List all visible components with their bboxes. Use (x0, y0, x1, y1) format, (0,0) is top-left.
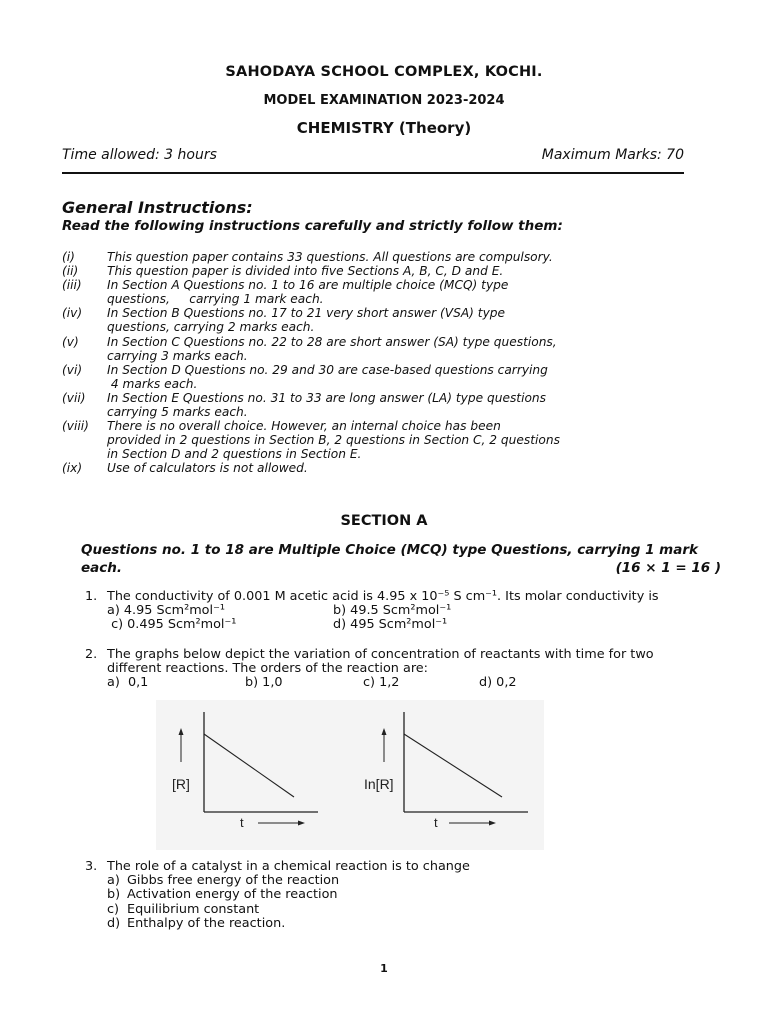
instruction-text: In Section A Questions no. 1 to 16 are multiple choice (MCQ) type (107, 278, 509, 293)
option-b (107, 888, 725, 902)
option-text: Equilibrium constant (127, 901, 260, 917)
section-a-title: SECTION A (340, 513, 428, 529)
instruction-item (62, 264, 622, 278)
question-text: The role of a catalyst in a chemical reaction is to change (107, 859, 470, 874)
header-divider (62, 172, 684, 174)
graph1-x-label: t (240, 815, 244, 830)
question-text: The conductivity of 0.001 M acetic acid is 4.95 x 10⁻⁵ S cm⁻¹. Its molar conductivity is (107, 589, 659, 604)
instruction-item (62, 419, 622, 461)
option-b: b) 1,0 (245, 675, 283, 691)
instruction-number: (ii) (62, 264, 79, 279)
instruction-text: in Section D and 2 questions in Section E. (107, 447, 362, 462)
subject-title: CHEMISTRY (Theory) (296, 119, 472, 137)
figure-background (156, 700, 544, 850)
instruction-item (62, 250, 622, 264)
question-number: 2. (85, 647, 98, 662)
option-c: c) 0.495 Scm²mol⁻¹ (107, 617, 237, 633)
instruction-item (62, 461, 622, 475)
option-text: Activation energy of the reaction (127, 887, 338, 903)
instruction-text: provided in 2 questions in Section B, 2 questions in Section C, 2 questions (107, 433, 560, 448)
instruction-number: (viii) (62, 419, 89, 434)
option-d: d) 495 Scm²mol⁻¹ (333, 617, 448, 633)
mcq-marks-total: (16 × 1 = 16 ) (615, 560, 721, 576)
question-options (107, 874, 725, 931)
instruction-text: This question paper contains 33 questions. All questions are compulsory. (107, 250, 553, 264)
instruction-text: 4 marks each. (107, 376, 198, 391)
option-a (107, 874, 725, 888)
instruction-number: (iii) (62, 278, 82, 293)
option-a: a) 4.95 Scm²mol⁻¹ (107, 603, 225, 619)
option-c: c) 1,2 (363, 675, 400, 691)
question-options (107, 676, 725, 690)
instructions-list (62, 250, 622, 476)
instruction-item (62, 391, 622, 419)
exam-title: MODEL EXAMINATION 2023-2024 (263, 93, 505, 108)
instruction-text: carrying 3 marks each. (107, 348, 248, 363)
graph2-y-label: In[R] (364, 776, 394, 792)
option-letter: d) (107, 915, 121, 931)
option-d: d) 0,2 (479, 675, 517, 691)
instruction-text: In Section B Questions no. 17 to 21 very short answer (VSA) type (107, 306, 506, 321)
instruction-text: carrying 5 marks each. (107, 405, 248, 420)
instruction-item (62, 363, 622, 391)
option-letter: b) (107, 887, 121, 903)
question-text: The graphs below depict the variation of concentration of reactants with time for two (107, 647, 654, 662)
page-number: 1 (380, 962, 388, 975)
instruction-text: This question paper is divided into five Sections A, B, C, D and E. (107, 264, 504, 279)
option-letter: c) (107, 901, 120, 917)
reaction-graphs-figure (156, 700, 544, 850)
instruction-item (62, 306, 622, 334)
question-options (107, 604, 725, 632)
instruction-text: questions, carrying 1 mark each. (107, 292, 324, 307)
school-name: SAHODAYA SCHOOL COMPLEX, KOCHI. (225, 64, 543, 80)
mcq-note-line: Questions no. 1 to 18 are Multiple Choice (MCQ) type Questions, carrying 1 mark (81, 542, 698, 558)
question-1 (85, 590, 725, 633)
option-c (107, 903, 725, 917)
mcq-note-each: each. (81, 560, 123, 576)
mcq-note (81, 541, 721, 577)
instruction-item (62, 335, 622, 363)
option-letter: a) (107, 873, 120, 889)
maximum-marks: Maximum Marks: 70 (541, 147, 684, 163)
question-2 (85, 648, 725, 691)
instruction-text: In Section E Questions no. 31 to 33 are long answer (LA) type questions (107, 390, 546, 405)
instruction-number: (ix) (62, 461, 83, 476)
instruction-number: (vii) (62, 390, 86, 405)
option-b: b) 49.5 Scm²mol⁻¹ (333, 603, 452, 619)
instruction-number: (v) (62, 334, 79, 349)
instruction-text: In Section C Questions no. 22 to 28 are short answer (SA) type questions, (107, 334, 557, 349)
graph2-x-label: t (434, 815, 438, 830)
option-text: Gibbs free energy of the reaction (127, 873, 340, 889)
instruction-text: There is no overall choice. However, an internal choice has been (107, 419, 501, 434)
instruction-text: questions, carrying 2 marks each. (107, 320, 315, 335)
question-text: different reactions. The orders of the reaction are: (107, 661, 428, 677)
option-a: a) 0,1 (107, 675, 149, 691)
instruction-number: (i) (62, 250, 75, 264)
instructions-subtitle: Read the following instructions carefully and strictly follow them: (62, 218, 563, 234)
instruction-number: (iv) (62, 306, 83, 321)
question-number: 3. (85, 859, 98, 874)
option-d (107, 917, 725, 931)
option-text: Enthalpy of the reaction. (127, 915, 286, 931)
question-number: 1. (85, 589, 98, 604)
time-allowed: Time allowed: 3 hours (62, 147, 217, 163)
instruction-item (62, 278, 622, 306)
instruction-number: (vi) (62, 362, 83, 377)
instruction-text: In Section D Questions no. 29 and 30 are case-based questions carrying (107, 362, 548, 377)
instructions-title: General Instructions: (62, 198, 253, 217)
graph1-y-label: [R] (172, 776, 190, 792)
instruction-text: Use of calculators is not allowed. (107, 461, 308, 476)
question-3 (85, 860, 725, 931)
